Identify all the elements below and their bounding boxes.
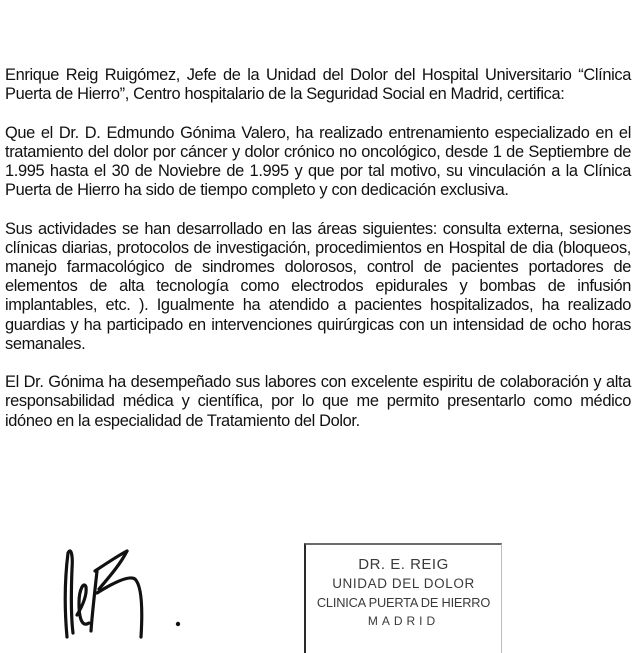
certificate-body xyxy=(5,66,631,450)
handwritten-signature-icon xyxy=(55,545,205,640)
paragraph-training: Que el Dr. D. Edmundo Gónima Valero, ha realizado entrenamiento especializado en el tratamiento del dolor por cáncer y dolor crónico no oncológico, desde 1 de Septiembre de 1.995 hasta el 30 de Noviebre de 1.995 y que por tal motivo, su vinculación a la Clínica Puerta de Hierro ha sido de tiempo completo y con dedicación exclusiva. xyxy=(5,123,631,200)
paragraph-certifier: Enrique Reig Ruigómez, Jefe de la Unidad del Dolor del Hospital Universitario “Clínica Puerta de Hierro”, Centro hospitalario de la Seguridad Social en Madrid, certifica: xyxy=(5,66,631,104)
paragraph-recommendation: El Dr. Gónima ha desempeñado sus labores con excelente espiritu de colaboración y alta responsabilidad médica y científica, por lo que me permito presentarlo como médico idóneo en la especialidad de Tratamiento del Dolor. xyxy=(5,373,631,430)
stamp-city: MADRID xyxy=(367,614,440,628)
paragraph-activities: Sus actividades se han desarrollado en las áreas siguientes: consulta externa, sesiones clínicas diarias, protocolos de investigación, procedimientos en Hospital de dia (bloqueos, manejo farmacológico de sindromes dolorosos, control de pacientes portadores de elementos de alta tecnología como electrodos epidurales y bombas de infusión implantables, etc. ). Igualmente ha atendido a pacientes hospitalizados, ha realizado guardias y ha participado en intervenciones quirúrgicas con un intensidad de ocho horas semanales. xyxy=(5,219,631,353)
official-stamp xyxy=(304,543,502,653)
stamp-doctor-name: DR. E. REIG xyxy=(358,556,449,573)
stamp-clinic: CLINICA PUERTA DE HIERRO xyxy=(316,595,491,610)
stamp-unit: UNIDAD DEL DOLOR xyxy=(332,576,475,591)
